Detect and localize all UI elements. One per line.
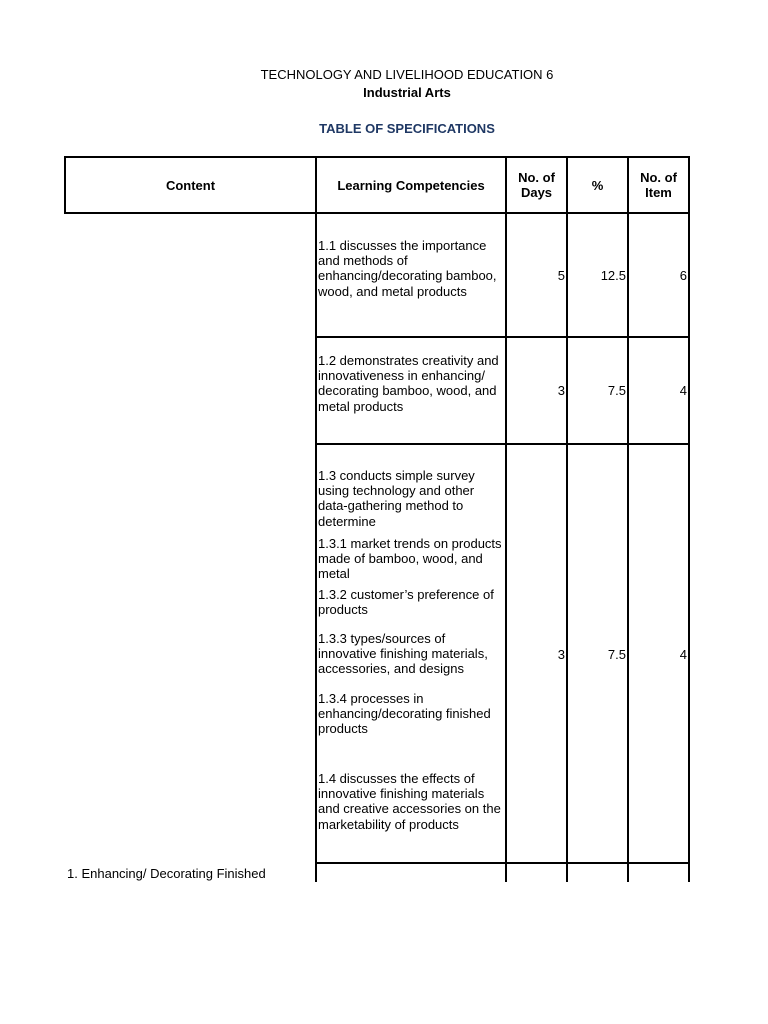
document-title: TECHNOLOGY AND LIVELIHOOD EDUCATION 6 bbox=[260, 67, 554, 82]
header-items: No. of Item bbox=[640, 170, 677, 200]
row2-competency: 1.2 demonstrates creativity and innovativeness in enhancing/ decorating bamboo, wood, and metal products bbox=[318, 353, 499, 414]
row3-competency-1-4: 1.4 discusses the effects of innovative finishing materials and creative accessories on the marketability of products bbox=[318, 771, 501, 832]
row1-percent: 12.5 bbox=[600, 268, 626, 283]
row2-items: 4 bbox=[679, 383, 687, 398]
row2-days: 3 bbox=[557, 383, 565, 398]
row1-competency: 1.1 discusses the importance and methods of enhancing/decorating bamboo, wood, and metal products bbox=[318, 238, 497, 299]
header-days: No. of Days bbox=[518, 170, 555, 200]
row3-competency-1-3: 1.3 conducts simple survey using technology and other data-gathering method to determine bbox=[318, 468, 475, 529]
row1-items: 6 bbox=[679, 268, 687, 283]
table-right-border bbox=[688, 156, 690, 882]
row3-competency-1-3-3: 1.3.3 types/sources of innovative finishing materials, accessories, and designs bbox=[318, 631, 488, 677]
row2-bottom-border bbox=[316, 443, 690, 445]
row3-competency-1-3-2: 1.3.2 customer’s preference of products bbox=[318, 587, 494, 618]
row3-competency-1-3-1: 1.3.1 market trends on products made of bamboo, wood, and metal bbox=[318, 536, 502, 582]
content-col-border bbox=[315, 156, 317, 882]
header-competencies: Learning Competencies bbox=[337, 177, 485, 193]
row3-competency-1-3-4: 1.3.4 processes in enhancing/decorating finished products bbox=[318, 691, 491, 737]
row3-items: 4 bbox=[679, 647, 687, 662]
row1-days: 5 bbox=[557, 268, 565, 283]
header-content: Content bbox=[165, 177, 216, 193]
header-percent: % bbox=[591, 177, 604, 193]
row3-percent: 7.5 bbox=[607, 647, 626, 662]
row3-days: 3 bbox=[557, 647, 565, 662]
table-heading: TABLE OF SPECIFICATIONS bbox=[319, 121, 495, 136]
row3-bottom-border bbox=[316, 862, 690, 864]
row1-bottom-border bbox=[316, 336, 690, 338]
header-bottom-border bbox=[64, 212, 690, 214]
content-label: 1. Enhancing/ Decorating Finished bbox=[67, 866, 266, 881]
days-col-border bbox=[566, 156, 568, 882]
row2-percent: 7.5 bbox=[607, 383, 626, 398]
document-subtitle: Industrial Arts bbox=[363, 85, 451, 100]
percent-col-border bbox=[627, 156, 629, 882]
